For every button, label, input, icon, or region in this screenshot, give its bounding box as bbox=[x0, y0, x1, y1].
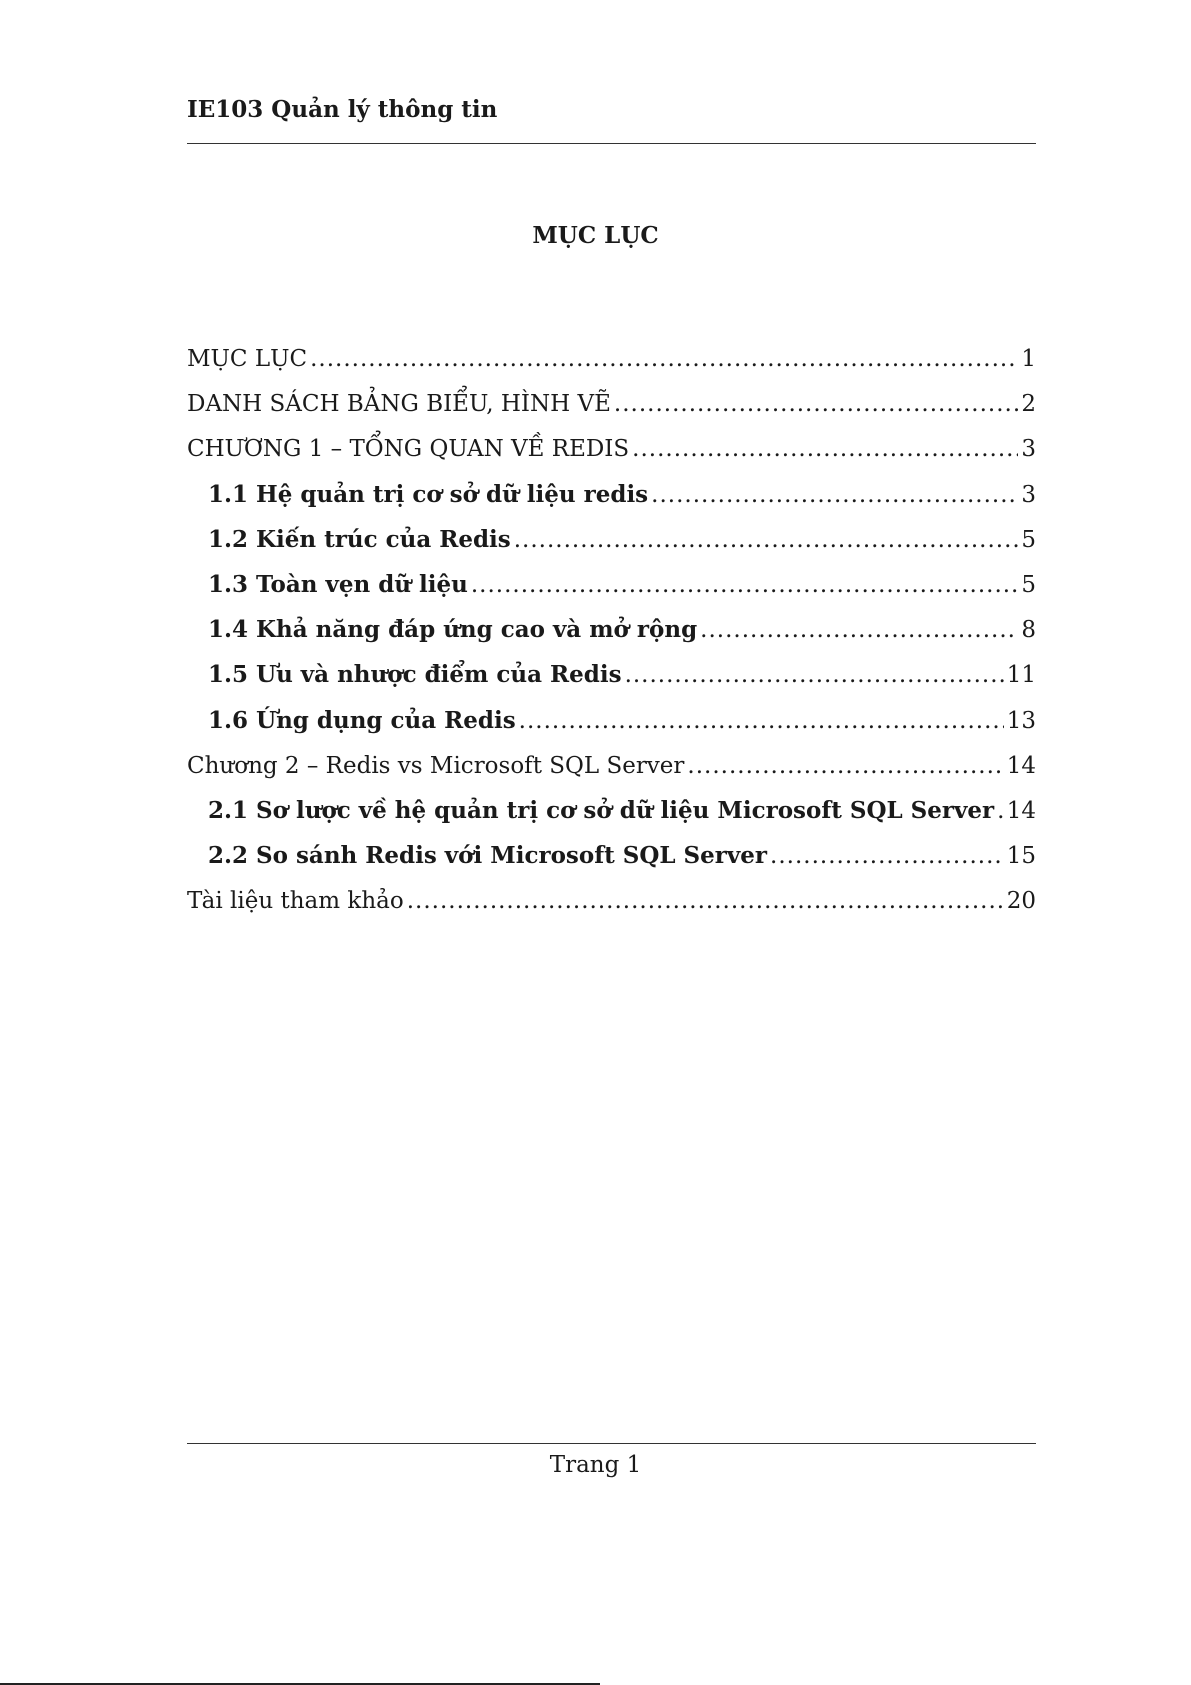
toc-entry-page: 5 bbox=[1021, 526, 1036, 553]
toc-entry-muc-luc[interactable] bbox=[187, 344, 1036, 389]
toc-leader-dots bbox=[310, 344, 1018, 374]
toc-leader-dots bbox=[407, 886, 1004, 916]
document-header-title: IE103 Quản lý thông tin bbox=[187, 96, 498, 123]
toc-entry-page: 3 bbox=[1021, 481, 1036, 508]
toc-entry-danh-sach-bang-bieu[interactable] bbox=[187, 389, 1036, 434]
toc-entry-1-1[interactable] bbox=[187, 480, 1036, 525]
toc-entry-1-2[interactable] bbox=[187, 525, 1036, 570]
toc-leader-dots bbox=[700, 615, 1018, 645]
toc-leader-dots bbox=[519, 706, 1004, 736]
toc-entry-label: CHƯƠNG 1 – TỔNG QUAN VỀ REDIS bbox=[187, 436, 630, 463]
toc-entry-page: 3 bbox=[1021, 436, 1036, 463]
toc-entry-1-5[interactable] bbox=[187, 660, 1036, 705]
toc-entry-1-4[interactable] bbox=[187, 615, 1036, 660]
toc-entry-chuong-2[interactable] bbox=[187, 751, 1036, 796]
toc-entry-2-2[interactable] bbox=[187, 841, 1036, 886]
toc-entry-label: 1.3 Toàn vẹn dữ liệu bbox=[208, 570, 468, 598]
toc-entry-label: 1.1 Hệ quản trị cơ sở dữ liệu redis bbox=[208, 480, 649, 508]
toc-leader-dots bbox=[614, 389, 1018, 419]
footer-rule bbox=[187, 1443, 1036, 1444]
toc-leader-dots bbox=[632, 434, 1018, 464]
toc-entry-chuong-1[interactable] bbox=[187, 434, 1036, 479]
toc-entry-label: MỤC LỤC bbox=[187, 346, 308, 372]
toc-entry-label: 1.4 Khả năng đáp ứng cao và mở rộng bbox=[208, 616, 698, 644]
toc-entry-label: Tài liệu tham khảo bbox=[187, 888, 404, 915]
toc-entry-page: 14 bbox=[1006, 797, 1036, 824]
toc-entry-label: 2.1 Sơ lược về hệ quản trị cơ sở dữ liệu Microsoft SQL Server bbox=[208, 796, 995, 824]
toc-entry-1-6[interactable] bbox=[187, 706, 1036, 751]
toc-entry-label: 1.6 Ứng dụng của Redis bbox=[208, 706, 516, 734]
toc-leader-dots bbox=[687, 751, 1003, 781]
toc-entry-page: 20 bbox=[1006, 888, 1036, 915]
footer-page-number: Trang 1 bbox=[549, 1452, 642, 1478]
toc-entry-page: 11 bbox=[1006, 662, 1036, 689]
toc-leader-dots bbox=[514, 525, 1019, 555]
toc-heading: MỤC LỤC bbox=[532, 222, 659, 249]
toc-entry-page: 5 bbox=[1021, 571, 1036, 598]
toc-entry-page: 14 bbox=[1006, 752, 1036, 779]
toc-entry-1-3[interactable] bbox=[187, 570, 1036, 615]
toc-leader-dots bbox=[471, 570, 1019, 600]
toc-entry-page: 8 bbox=[1021, 617, 1036, 644]
toc-entry-label: 1.2 Kiến trúc của Redis bbox=[208, 525, 511, 553]
toc-leader-dots bbox=[625, 660, 1004, 690]
toc-entry-tai-lieu-tham-khao[interactable] bbox=[187, 886, 1036, 931]
toc-entry-page: 2 bbox=[1021, 391, 1036, 418]
toc-leader-dots bbox=[651, 480, 1018, 510]
toc-entry-2-1[interactable] bbox=[187, 796, 1036, 841]
toc-entry-label: Chương 2 – Redis vs Microsoft SQL Server bbox=[187, 752, 685, 779]
toc-entry-page: 1 bbox=[1021, 346, 1036, 372]
toc-leader-dots bbox=[770, 841, 1004, 871]
table-of-contents bbox=[187, 344, 1036, 931]
toc-entry-label: 1.5 Ưu và nhược điểm của Redis bbox=[208, 661, 622, 689]
toc-leader-dots bbox=[997, 796, 1004, 826]
toc-entry-page: 13 bbox=[1006, 707, 1036, 734]
toc-entry-label: 2.2 So sánh Redis với Microsoft SQL Server bbox=[208, 842, 768, 870]
toc-entry-label: DANH SÁCH BẢNG BIỂU, HÌNH VẼ bbox=[187, 391, 611, 418]
header-rule bbox=[187, 143, 1036, 144]
toc-entry-page: 15 bbox=[1006, 843, 1036, 870]
